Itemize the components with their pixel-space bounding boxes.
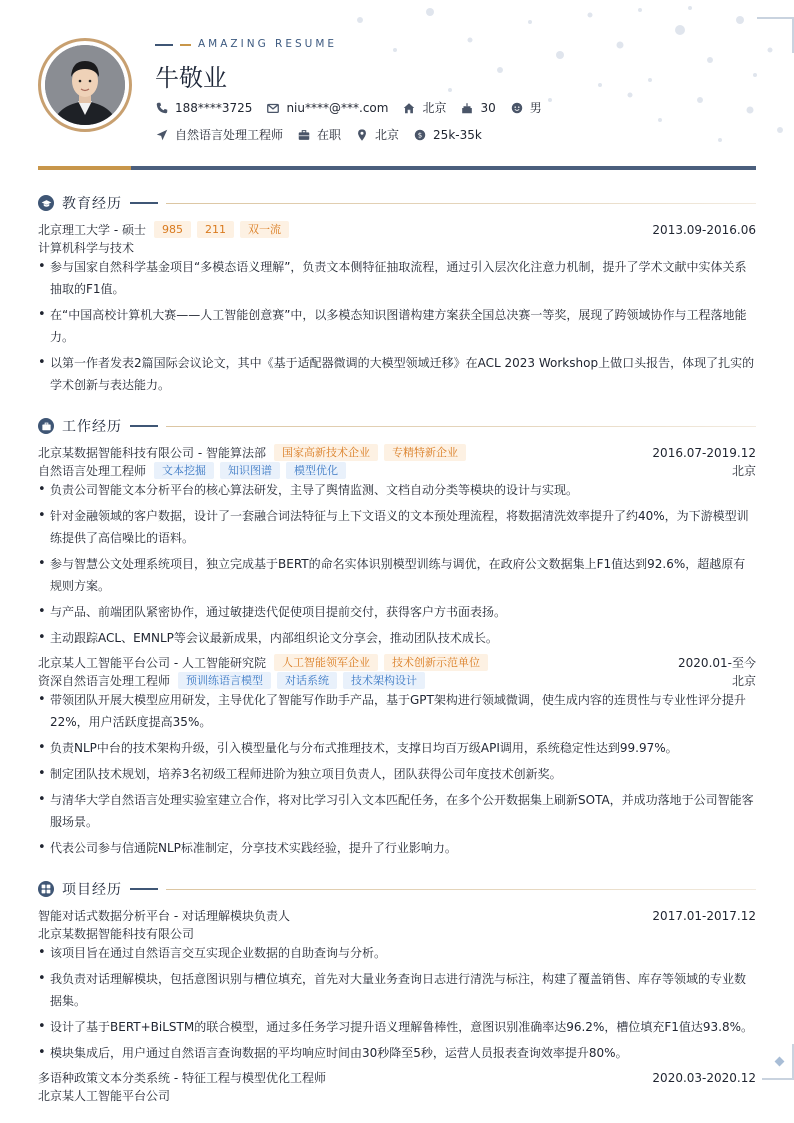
work-role-row bbox=[38, 672, 756, 689]
company-line: 北京某人工智能平台公司 - 人工智能研究院 bbox=[38, 656, 266, 670]
email-text: niu****@***.com bbox=[286, 100, 389, 115]
email-item bbox=[266, 101, 388, 115]
education-entry-header bbox=[38, 221, 756, 238]
work-entry-header bbox=[38, 444, 756, 461]
section-title: 教育经历 bbox=[62, 196, 122, 212]
work-icon bbox=[38, 418, 54, 434]
section-title-dash bbox=[130, 425, 158, 427]
date-range: 2013.09-2016.06 bbox=[652, 222, 756, 237]
date-range: 2020.03-2020.12 bbox=[652, 1070, 756, 1085]
status-text: 在职 bbox=[317, 128, 342, 142]
education-major-row bbox=[38, 239, 756, 256]
tag: 985 bbox=[154, 221, 191, 238]
section-education-header bbox=[38, 193, 756, 213]
age-text: 30 bbox=[480, 100, 496, 115]
project-line: 智能对话式数据分析平台 - 对话理解模块负责人 bbox=[38, 909, 290, 923]
tag: 知识图谱 bbox=[220, 462, 280, 479]
tagline: AMAZING RESUME bbox=[198, 38, 338, 50]
list-item: • 模块集成后，用户通过自然语言查询数据的平均响应时间由30秒降至5秒，运营人员报表查询效率提升80%。 bbox=[38, 1042, 756, 1064]
tag: 人工智能领军企业 bbox=[274, 654, 378, 671]
graduation-icon bbox=[38, 195, 54, 211]
salary-text: 25k-35k bbox=[433, 127, 482, 142]
candidate-name: 牛敬业 bbox=[155, 64, 227, 92]
company-line: 北京某数据智能科技有限公司 - 智能算法部 bbox=[38, 446, 266, 460]
cake-icon bbox=[460, 101, 474, 115]
contact-info-row bbox=[155, 99, 556, 116]
date-range: 2016.07-2019.12 bbox=[652, 445, 756, 460]
role: 资深自然语言处理工程师 bbox=[38, 674, 171, 688]
list-item: • 设计了基于BERT+BiLSTM的联合模型，通过多任务学习提升语义理解鲁棒性，意图识别准确率达96.2%，槽位填充F1值达93.8%。 bbox=[38, 1016, 756, 1038]
list-item: • 在“中国高校计算机大赛——人工智能创意赛”中，以多模态知识图谱构建方案获全国总决赛一等奖，展现了跨领域协作与工程落地能力。 bbox=[38, 304, 756, 348]
section-title-rule bbox=[166, 203, 756, 204]
job-info-row bbox=[155, 126, 496, 143]
header-divider bbox=[38, 166, 756, 170]
send-icon bbox=[155, 128, 169, 142]
school-line: 北京理工大学 - 硕士 bbox=[38, 223, 146, 237]
role: 自然语言处理工程师 bbox=[38, 464, 147, 478]
work-entry-header bbox=[38, 654, 756, 671]
tag: 专精特新企业 bbox=[384, 444, 466, 461]
tagline-dash-navy bbox=[155, 44, 173, 46]
list-item: • 代表公司参与信通院NLP标准制定，分享技术实践经验，提升了行业影响力。 bbox=[38, 837, 756, 859]
list-item: • 负责公司智能文本分析平台的核心算法研发，主导了舆情监测、文档自动分类等模块的设计与实现。 bbox=[38, 479, 756, 501]
project-entry-header bbox=[38, 907, 756, 924]
section-title-dash bbox=[130, 888, 158, 890]
list-item: • 负责NLP中台的技术架构升级，引入模型量化与分布式推理技术，支撑日均百万级API调用，系统稳定性达到99.97%。 bbox=[38, 737, 756, 759]
tag: 211 bbox=[197, 221, 234, 238]
tag: 模型优化 bbox=[286, 462, 346, 479]
project-company-row bbox=[38, 925, 756, 942]
location: 北京 bbox=[731, 464, 756, 478]
briefcase-icon bbox=[297, 128, 311, 142]
project-company: 北京某数据智能科技有限公司 bbox=[38, 927, 195, 941]
smile-icon bbox=[510, 101, 524, 115]
avatar-photo bbox=[45, 45, 125, 125]
home-icon bbox=[402, 101, 416, 115]
project-company-row bbox=[38, 1087, 756, 1104]
phone-icon bbox=[155, 101, 169, 115]
major: 计算机科学与技术 bbox=[38, 241, 135, 255]
list-item: • 该项目旨在通过自然语言交互实现企业数据的自助查询与分析。 bbox=[38, 942, 756, 964]
list-item: • 与产品、前端团队紧密协作，通过敏捷迭代促使项目提前交付，获得客户方书面表扬。 bbox=[38, 601, 756, 623]
target-city-item bbox=[355, 126, 399, 143]
section-projects-header bbox=[38, 879, 756, 899]
salary-item bbox=[413, 128, 482, 142]
list-item: • 以第一作者发表2篇国际会议论文，其中《基于适配器微调的大模型领域迁移》在ACL 2023 Workshop上做口头报告，体现了扎实的学术创新与表达能力。 bbox=[38, 352, 756, 396]
city-item bbox=[402, 99, 446, 116]
age-item bbox=[460, 101, 495, 115]
phone-text: 188****3725 bbox=[175, 100, 253, 115]
tag: 国家高新技术企业 bbox=[274, 444, 378, 461]
work-role-row bbox=[38, 462, 756, 479]
list-item: • 参与国家自然科学基金项目“多模态语义理解”，负责文本侧特征抽取流程，通过引入层次化注意力机制，提升了学术文献中实体关系抽取的F1值。 bbox=[38, 256, 756, 300]
section-title-dash bbox=[130, 202, 158, 204]
section-title: 项目经历 bbox=[62, 882, 122, 898]
job-title-text: 自然语言处理工程师 bbox=[175, 128, 284, 142]
project-line: 多语种政策文本分类系统 - 特征工程与模型优化工程师 bbox=[38, 1071, 326, 1085]
date-range: 2020.01-至今 bbox=[678, 656, 756, 670]
list-item: • 带领团队开展大模型应用研发，主导优化了智能写作助手产品，基于GPT架构进行领域微调，使生成内容的连贯性与专业性评分提升22%，用户活跃度提高35%。 bbox=[38, 689, 756, 733]
job-title-item bbox=[155, 126, 283, 143]
tag: 技术创新示范单位 bbox=[384, 654, 488, 671]
corner-ornament-top-right bbox=[757, 17, 794, 53]
status-item bbox=[297, 126, 341, 143]
gender-item bbox=[510, 99, 542, 116]
gender-text: 男 bbox=[529, 101, 542, 115]
tag: 文本挖掘 bbox=[154, 462, 214, 479]
section-title: 工作经历 bbox=[62, 419, 122, 435]
list-item: • 参与智慧公文处理系统项目，独立完成基于BERT的命名实体识别模型训练与调优，在政府公文数据集上F1值达到92.6%，超越原有规则方案。 bbox=[38, 553, 756, 597]
tagline-dash-gold bbox=[180, 44, 191, 46]
city-text: 北京 bbox=[422, 101, 447, 115]
phone-item bbox=[155, 101, 252, 115]
tag: 双一流 bbox=[240, 221, 289, 238]
list-item: • 与清华大学自然语言处理实验室建立合作，将对比学习引入文本匹配任务，在多个公开数据集上刷新SOTA，并成功落地于公司智能客服场景。 bbox=[38, 789, 756, 833]
section-title-rule bbox=[166, 889, 756, 890]
avatar bbox=[45, 45, 125, 125]
location-icon bbox=[355, 128, 369, 142]
list-item: • 制定团队技术规划，培养3名初级工程师进阶为独立项目负责人，团队获得公司年度技术创新奖。 bbox=[38, 763, 756, 785]
section-title-rule bbox=[166, 426, 756, 427]
avatar-frame bbox=[38, 38, 132, 132]
tag: 技术架构设计 bbox=[343, 672, 425, 689]
project-entry-header bbox=[38, 1069, 756, 1086]
list-item: • 我负责对话理解模块，包括意图识别与槽位填充，首先对大量业务查询日志进行清洗与标注，构建了覆盖销售、库存等领域的专业数据集。 bbox=[38, 968, 756, 1012]
tag: 对话系统 bbox=[277, 672, 337, 689]
project-company: 北京某人工智能平台公司 bbox=[38, 1089, 171, 1103]
grid-icon bbox=[38, 881, 54, 897]
svg-text:$: $ bbox=[417, 131, 423, 140]
header-divider-accent bbox=[38, 166, 131, 170]
mail-icon bbox=[266, 101, 280, 115]
section-work-header bbox=[38, 416, 756, 436]
tag: 预训练语言模型 bbox=[178, 672, 271, 689]
list-item: • 针对金融领域的客户数据，设计了一套融合词法特征与上下文语义的文本预处理流程，将数据清洗效率提升了约40%，为下游模型训练提供了高信噪比的语料。 bbox=[38, 505, 756, 549]
target-city-text: 北京 bbox=[375, 128, 400, 142]
location: 北京 bbox=[731, 674, 756, 688]
date-range: 2017.01-2017.12 bbox=[652, 908, 756, 923]
coin-icon bbox=[413, 128, 427, 142]
list-item: • 主动跟踪ACL、EMNLP等会议最新成果，内部组织论文分享会，推动团队技术成长。 bbox=[38, 627, 756, 649]
